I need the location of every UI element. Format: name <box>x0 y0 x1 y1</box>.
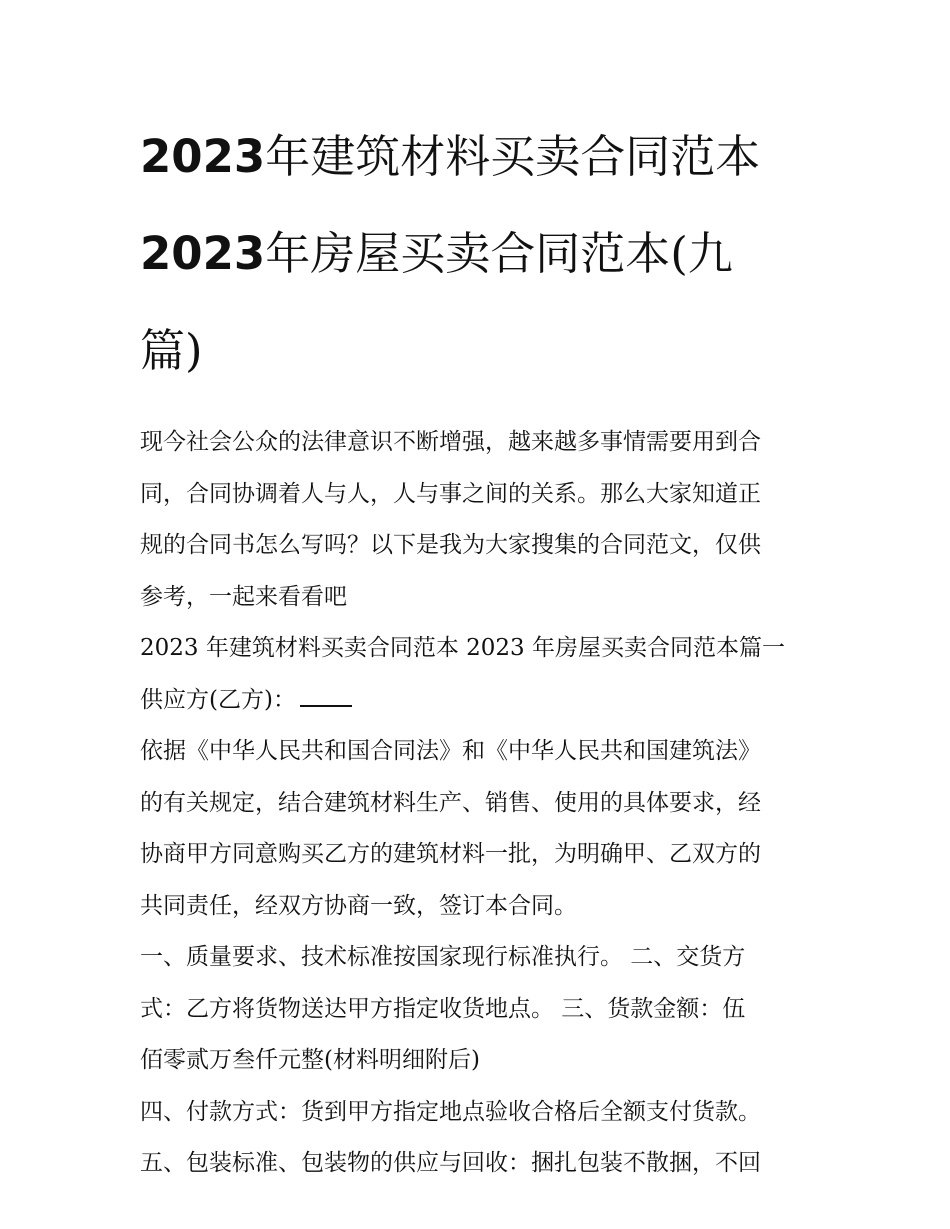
text-line: 依据《中华人民共和国合同法》和《中华人民共和国建筑法》 <box>140 738 761 764</box>
text-line: 协商甲方同意购买乙方的建筑材料一批，为明确甲、乙双方的 <box>140 841 761 867</box>
text-line: 的有关规定，结合建筑材料生产、销售、使用的具体要求，经 <box>140 789 761 816</box>
text-line: 2023 年建筑材料买卖合同范本 2023 年房屋买卖合同范本篇一 <box>140 635 785 661</box>
text-line: 现今社会公众的法律意识不断增强，越来越多事情需要用到合 <box>140 429 761 455</box>
title-line-3 <box>140 302 815 399</box>
text-line: 参考，一起来看看吧 <box>140 583 347 610</box>
text-line: 规的合同书怎么写吗？以下是我为大家搜集的合同范文，仅供 <box>140 532 761 558</box>
supplier-line <box>140 675 815 727</box>
document-title <box>140 108 815 399</box>
text-line: 佰零贰万叁仟元整(材料明细附后) <box>140 1047 480 1073</box>
text-line: 四、付款方式：货到甲方指定地点验收合格后全额支付货款。 <box>140 1098 761 1125</box>
text-line: 式：乙方将货物送达甲方指定收货地点。 三、货款金额：伍 <box>140 995 746 1022</box>
title-year-2: 2023 <box>140 227 266 280</box>
title-line-1 <box>140 108 815 205</box>
title-text-1: 年建筑材料买卖合同范本 <box>265 130 761 183</box>
text-line: 同，合同协调着人与人，人与事之间的关系。那么大家知道正 <box>140 480 761 507</box>
text-line: 一、质量要求、技术标准按国家现行标准执行。 二、交货方 <box>140 944 746 970</box>
text-line: 共同责任，经双方协商一致，签订本合同。 <box>140 892 577 919</box>
document-page <box>140 108 815 1190</box>
body-text <box>140 417 815 1190</box>
title-text-3: 篇) <box>140 324 203 377</box>
title-line-2 <box>140 205 815 302</box>
supplier-label: 供应方(乙方)： <box>140 686 296 713</box>
supplier-blank <box>300 687 352 707</box>
title-text-2: 年房屋买卖合同范本(九 <box>265 227 733 280</box>
title-year-1: 2023 <box>140 130 266 183</box>
text-line: 五、包装标准、包装物的供应与回收：捆扎包装不散捆，不回 <box>140 1150 761 1176</box>
